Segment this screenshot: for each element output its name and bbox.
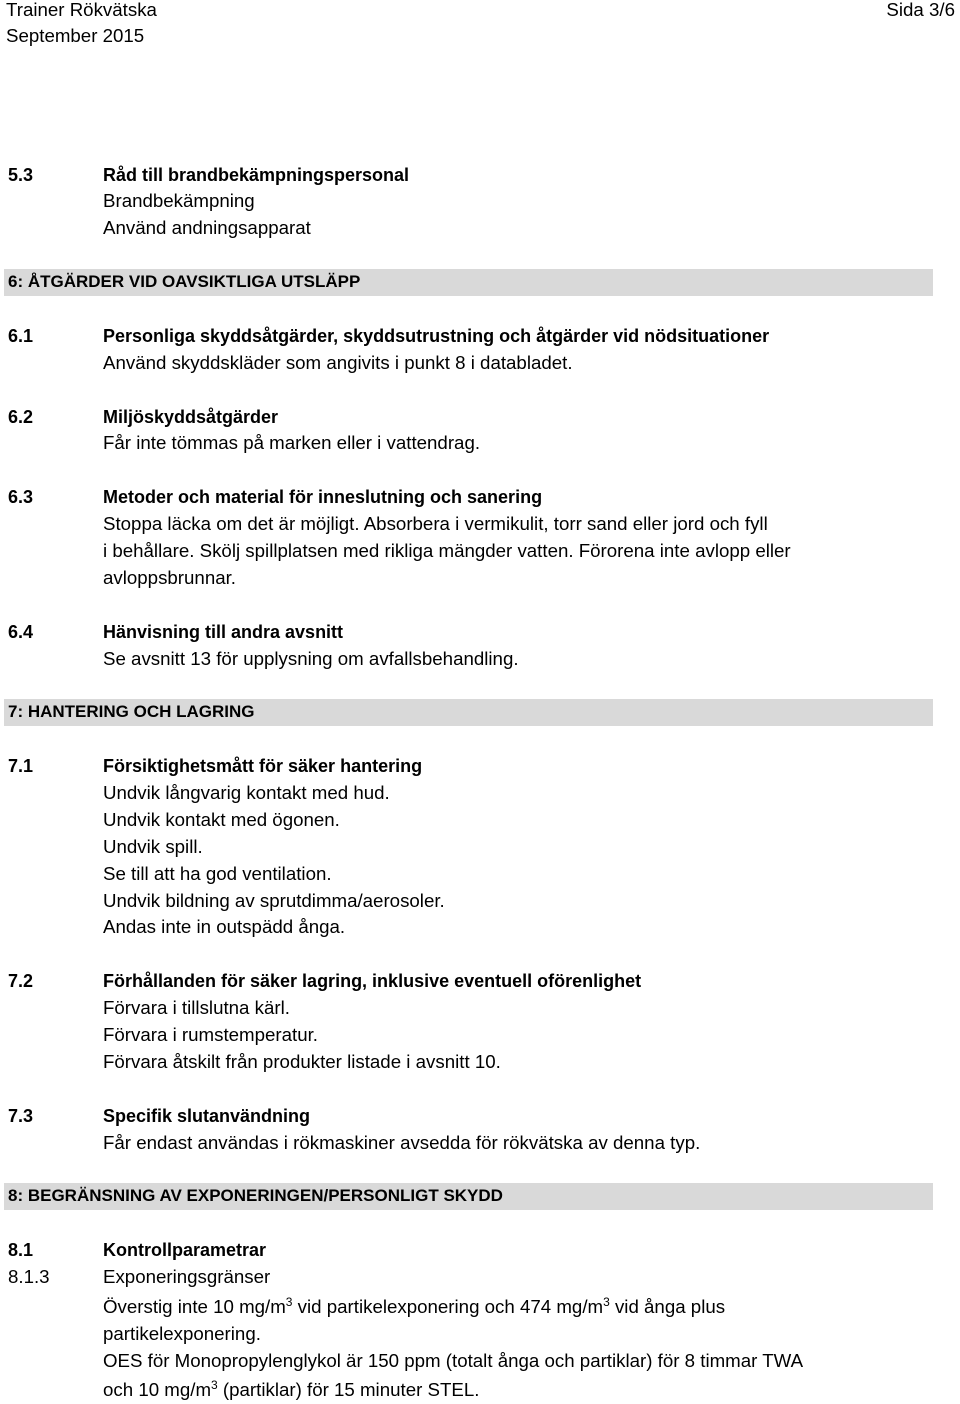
document-header [6,0,157,49]
document-date: September 2015 [6,25,145,46]
body-line: avloppsbrunnar. [103,566,236,588]
section-7-heading: 7: HANTERING OCH LAGRING [4,699,933,726]
exposure-limit-line [8,1375,954,1404]
subsection-7-3 [8,1103,954,1157]
section-8-heading: 8: BEGRÄNSNING AV EXPONERINGEN/PERSONLIGT SKYDD [4,1183,933,1210]
subsection-8-1-3 [8,1264,954,1403]
body-line: Förvara i tillslutna kärl. [103,997,290,1019]
subsection-7-2 [8,968,954,1076]
subsection-title: Exponeringsgränser [103,1266,271,1288]
body-line: Se till att ha god ventilation. [103,862,332,884]
subsection-heading [8,484,954,511]
superscript-3: 3 [211,1377,218,1392]
body-line: Undvik spill. [103,835,203,857]
body-line: Brandbekämpning [103,190,255,212]
body-line: Förvara åtskilt från produkter listade i avsnitt 10. [103,1050,501,1072]
subsection-title: Kontrollparametrar [103,1240,267,1261]
subsection-6-4 [8,619,954,673]
body-line: Använd skyddskläder som angivits i punkt 8 i databladet. [103,351,573,373]
subsection-title: Förhållanden för säker lagring, inklusive eventuell oförenlighet [103,971,642,992]
subsection-8-1 [8,1237,954,1264]
subsection-title: Miljöskyddsåtgärder [103,406,279,427]
subsection-number: 7.1 [8,756,34,777]
subsection-5-3 [8,162,954,243]
subsection-title: Hänvisning till andra avsnitt [103,621,344,642]
text-segment: och 10 mg/m [103,1378,212,1400]
body-line: Får endast användas i rökmaskiner avsedda för rökvätska av denna typ. [103,1131,701,1153]
page-number: Sida 3/6 [886,0,955,20]
body-line: Andas inte in outspädd ånga. [103,916,346,938]
subsection-title: Specifik slutanvändning [103,1105,311,1126]
superscript-3: 3 [285,1294,293,1309]
exposure-limit-line: OES för Monopropylenglykol är 150 ppm (totalt ånga och partiklar) för 8 timmar TWA [103,1349,804,1371]
superscript-3: 3 [603,1294,610,1309]
subsection-title: Råd till brandbekämpningspersonal [103,164,410,185]
exposure-limit-line [8,1291,954,1321]
body-line: Se avsnitt 13 för upplysning om avfallsbehandling. [103,647,519,669]
subsection-6-1 [8,323,954,377]
exposure-limit-line: partikelexponering. [103,1322,261,1344]
text-segment: vid partikelexponering och 474 mg/m [292,1295,604,1317]
subsection-number: 6.1 [8,325,34,346]
body-line: Undvik bildning av sprutdimma/aerosoler. [103,889,445,911]
subsection-heading [8,1264,954,1291]
subsection-number: 8.1.3 [8,1266,50,1288]
subsection-heading [8,1103,954,1130]
subsection-number: 6.3 [8,487,34,508]
subsection-title: Metoder och material för inneslutning och sanering [103,487,543,508]
subsection-number: 6.4 [8,621,34,642]
subsection-heading [8,1237,954,1264]
subsection-heading [8,404,954,431]
subsection-6-3 [8,484,954,592]
body-line: Förvara i rumstemperatur. [103,1024,318,1046]
text-segment: vid ånga plus [609,1295,726,1317]
section-6-heading: 6: ÅTGÄRDER VID OAVSIKTLIGA UTSLÄPP [4,269,933,296]
subsection-number: 7.3 [8,1105,34,1126]
body-line: Undvik kontakt med ögonen. [103,808,340,830]
subsection-7-1 [8,753,954,941]
subsection-heading [8,753,954,780]
subsection-title: Försiktighetsmått för säker hantering [103,756,423,777]
text-segment: (partiklar) för 15 minuter STEL. [217,1378,480,1400]
subsection-number: 8.1 [8,1240,34,1261]
body-line: Undvik långvarig kontakt med hud. [103,782,390,804]
subsection-6-2 [8,404,954,458]
subsection-number: 7.2 [8,971,34,992]
body-line: Stoppa läcka om det är möjligt. Absorbera i vermikulit, torr sand eller jord och fyll [103,513,768,535]
body-line: Använd andningsapparat [103,217,311,239]
subsection-number: 5.3 [8,164,34,185]
subsection-heading [8,323,954,350]
product-name: Trainer Rökvätska [6,0,157,20]
body-line: Får inte tömmas på marken eller i vattendrag. [103,432,481,454]
text-segment: Överstig inte 10 mg/m [103,1295,286,1317]
subsection-heading [8,619,954,646]
subsection-heading [8,968,954,995]
subsection-number: 6.2 [8,406,34,427]
subsection-heading [8,162,954,189]
document-body [8,162,954,1404]
subsection-title: Personliga skyddsåtgärder, skyddsutrustning och åtgärder vid nödsituationer [103,325,770,346]
body-line: i behållare. Skölj spillplatsen med rikliga mängder vatten. Förorena inte avlopp eller [103,540,791,562]
